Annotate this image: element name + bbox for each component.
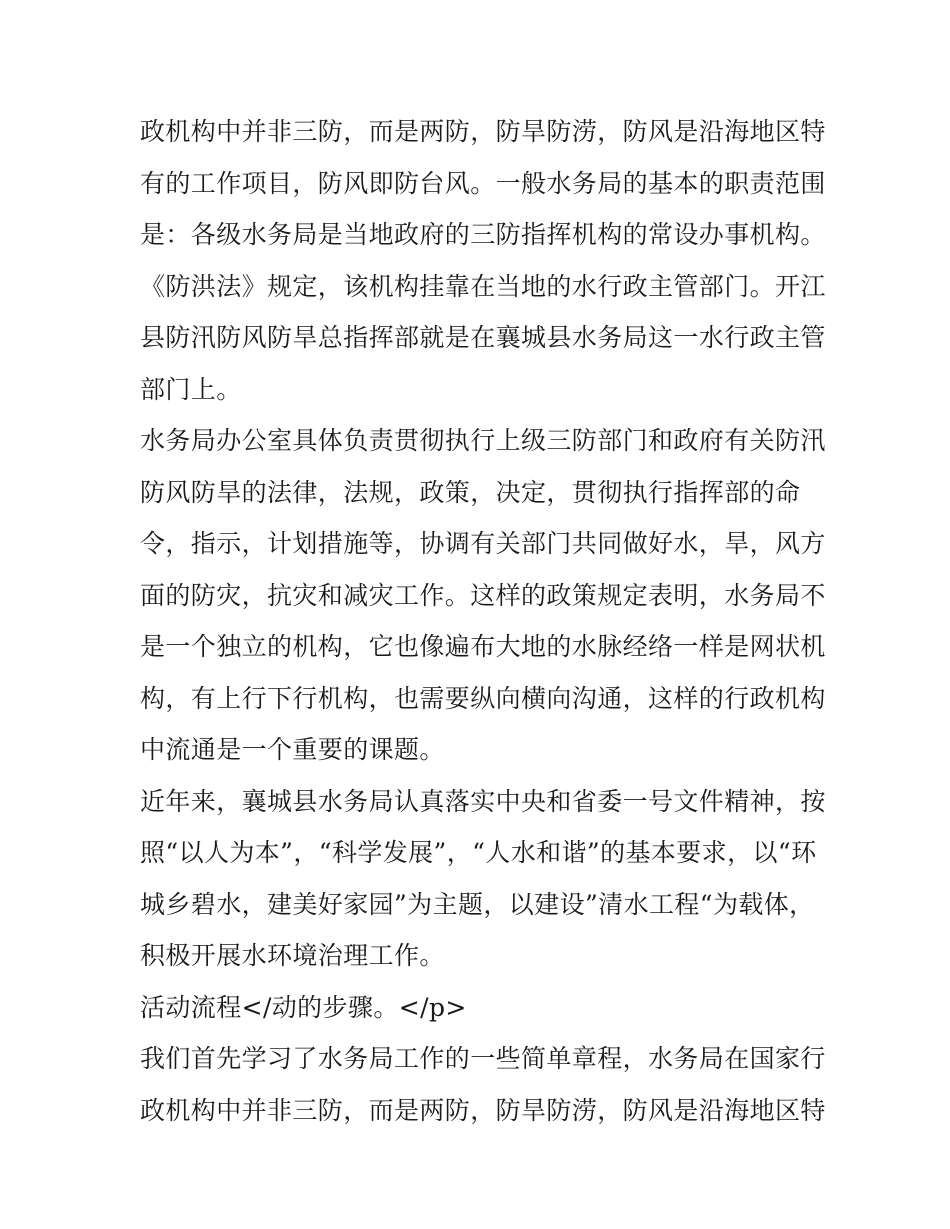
text-line: 照“以人为本”，“科学发展”，“人水和谐”的基本要求，以“环 <box>140 838 817 867</box>
document-body <box>140 106 826 1136</box>
text-line: 活动流程</动的步骤。</p> <box>140 992 467 1022</box>
text-line: 是一个独立的机构，它也像遍布大地的水脉经络一样是网状机 <box>140 632 826 661</box>
text-line: 县防汛防风防旱总指挥部就是在襄城县水务局这一水行政主管 <box>140 323 826 352</box>
text-line: 积极开展水环境治理工作。 <box>140 941 445 970</box>
text-line: 城乡碧水，建美好家园”为主题，以建设”清水工程“为载体， <box>140 889 815 919</box>
text-line: 令，指示，计划措施等，协调有关部门共同做好水，旱，风方 <box>140 529 826 558</box>
text-line: 政机构中并非三防，而是两防，防旱防涝，防风是沿海地区特 <box>140 117 826 146</box>
text-line: 有的工作项目，防风即防台风。一般水务局的基本的职责范围 <box>140 168 826 198</box>
text-line: 近年来，襄城县水务局认真落实中央和省委一号文件精神，按 <box>140 786 826 816</box>
text-line: 政机构中并非三防，而是两防，防旱防涝，防风是沿海地区特 <box>140 1095 826 1125</box>
text-line: 构，有上行下行机构，也需要纵向横向沟通，这样的行政机构 <box>140 683 826 713</box>
text-line: 我们首先学习了水务局工作的一些简单章程，水务局在国家行 <box>140 1044 826 1073</box>
text-line: 水务局办公室具体负责贯彻执行上级三防部门和政府有关防汛 <box>140 426 826 455</box>
text-line: 中流通是一个重要的课题。 <box>140 735 445 764</box>
text-line: 是：各级水务局是当地政府的三防指挥机构的常设办事机构。 <box>140 220 826 249</box>
text-line: 部门上。 <box>140 374 242 404</box>
text-line: 面的防灾，抗灾和减灾工作。这样的政策规定表明，水务局不 <box>140 580 826 610</box>
text-line: 《防洪法》规定，该机构挂靠在当地的水行政主管部门。开江 <box>140 271 826 301</box>
text-line: 防风防旱的法律，法规，政策，决定，贯彻执行指挥部的命 <box>140 477 801 507</box>
